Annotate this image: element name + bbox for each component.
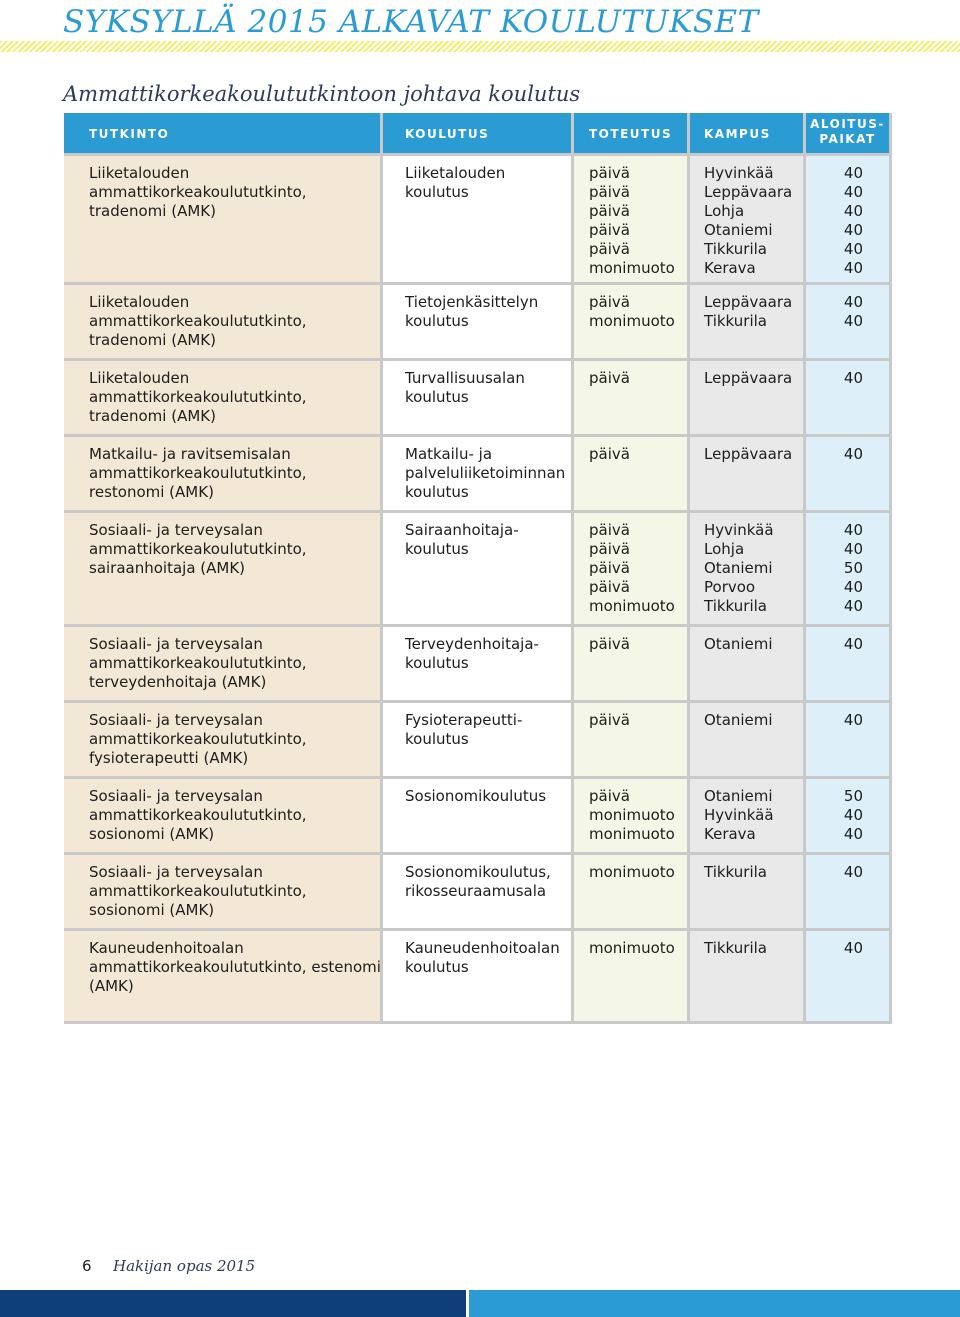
cell-tutkinto-line: terveydenhoitaja (AMK) bbox=[89, 673, 267, 691]
cell-tutkinto-line: ammattikorkeakoulututkinto, bbox=[89, 882, 307, 900]
cell-kampus bbox=[690, 931, 803, 1021]
cell-koulutus-line: koulutus bbox=[405, 183, 469, 201]
cell-kampus-line: Kerava bbox=[704, 259, 756, 277]
cell-kampus-line: Otaniemi bbox=[704, 635, 773, 653]
cell-toteutus bbox=[574, 931, 687, 1021]
cell-koulutus-line: Matkailu- ja bbox=[405, 445, 493, 463]
cell-aloituspaikat-line: 50 bbox=[843, 787, 863, 805]
cell-tutkinto-line: ammattikorkeakoulututkinto, bbox=[89, 730, 307, 748]
table-row bbox=[64, 156, 892, 282]
cell-koulutus bbox=[383, 703, 571, 776]
cell-toteutus-line: päivä bbox=[589, 635, 630, 653]
cell-aloituspaikat bbox=[806, 285, 889, 358]
cell-koulutus-line: Liiketalouden bbox=[405, 164, 506, 182]
cell-aloituspaikat bbox=[806, 931, 889, 1021]
cell-tutkinto bbox=[64, 437, 380, 510]
cell-tutkinto bbox=[64, 285, 380, 358]
cell-aloituspaikat-line: 40 bbox=[843, 711, 863, 729]
cell-aloituspaikat bbox=[806, 779, 889, 852]
cell-aloituspaikat-line: 40 bbox=[843, 183, 863, 201]
page-number: 6 bbox=[82, 1257, 92, 1275]
cell-toteutus-line: päivä bbox=[589, 445, 630, 463]
cell-tutkinto bbox=[64, 361, 380, 434]
cell-tutkinto-line: Liiketalouden bbox=[89, 369, 190, 387]
cell-aloituspaikat-line: 40 bbox=[843, 540, 863, 558]
cell-kampus bbox=[690, 627, 803, 700]
cell-tutkinto-line: tradenomi (AMK) bbox=[89, 331, 216, 349]
cell-kampus-line: Leppävaara bbox=[704, 183, 793, 201]
cell-tutkinto bbox=[64, 931, 380, 1021]
cell-kampus bbox=[690, 285, 803, 358]
cell-toteutus-line: päivä bbox=[589, 240, 630, 258]
cell-tutkinto-line: ammattikorkeakoulututkinto, bbox=[89, 540, 307, 558]
cell-toteutus bbox=[574, 156, 687, 282]
cell-toteutus bbox=[574, 361, 687, 434]
cell-toteutus-line: päivä bbox=[589, 369, 630, 387]
cell-tutkinto-line: ammattikorkeakoulututkinto, estenomi bbox=[89, 958, 381, 976]
cell-aloituspaikat bbox=[806, 627, 889, 700]
cell-tutkinto-line: ammattikorkeakoulututkinto, bbox=[89, 654, 307, 672]
cell-kampus-line: Lohja bbox=[704, 202, 745, 220]
cell-koulutus-line: koulutus bbox=[405, 958, 469, 976]
cell-koulutus-line: Sosionomikoulutus, bbox=[405, 863, 551, 881]
cell-toteutus-line: päivä bbox=[589, 711, 630, 729]
footer-bar-navy bbox=[0, 1290, 466, 1317]
cell-kampus-line: Tikkurila bbox=[704, 863, 767, 881]
cell-toteutus-line: päivä bbox=[589, 578, 630, 596]
cell-aloituspaikat-line: 50 bbox=[843, 559, 863, 577]
cell-tutkinto bbox=[64, 513, 380, 624]
cell-kampus bbox=[690, 855, 803, 928]
cell-aloituspaikat-line: 40 bbox=[843, 806, 863, 824]
cell-koulutus-line: koulutus bbox=[405, 388, 469, 406]
cell-tutkinto-line: Sosiaali- ja terveysalan bbox=[89, 863, 263, 881]
cell-tutkinto-line: Sosiaali- ja terveysalan bbox=[89, 711, 263, 729]
cell-tutkinto-line: tradenomi (AMK) bbox=[89, 202, 216, 220]
cell-tutkinto-line: fysioterapeutti (AMK) bbox=[89, 749, 249, 767]
cell-aloituspaikat-line: 40 bbox=[843, 259, 863, 277]
cell-koulutus-line: Turvallisuusalan bbox=[405, 369, 525, 387]
cell-aloituspaikat-line: 40 bbox=[843, 240, 863, 258]
cell-tutkinto-line: sosionomi (AMK) bbox=[89, 825, 215, 843]
cell-tutkinto-line: ammattikorkeakoulututkinto, bbox=[89, 183, 307, 201]
table-row bbox=[64, 855, 892, 928]
cell-aloituspaikat bbox=[806, 156, 889, 282]
cell-aloituspaikat bbox=[806, 437, 889, 510]
cell-aloituspaikat-line: 40 bbox=[843, 578, 863, 596]
cell-tutkinto-line: restonomi (AMK) bbox=[89, 483, 214, 501]
cell-koulutus bbox=[383, 779, 571, 852]
header-aloituspaikat-line2: PAIKAT bbox=[819, 132, 876, 146]
cell-koulutus-line: Tietojenkäsittelyn bbox=[405, 293, 539, 311]
cell-kampus-line: Tikkurila bbox=[704, 597, 767, 615]
cell-tutkinto bbox=[64, 855, 380, 928]
cell-tutkinto-line: tradenomi (AMK) bbox=[89, 407, 216, 425]
cell-kampus-line: Otaniemi bbox=[704, 559, 773, 577]
cell-toteutus-line: päivä bbox=[589, 521, 630, 539]
cell-aloituspaikat bbox=[806, 513, 889, 624]
header-toteutus: TOTEUTUS bbox=[574, 113, 687, 153]
header-aloituspaikat-line1: ALOITUS- bbox=[810, 117, 885, 131]
cell-toteutus-line: monimuoto bbox=[589, 312, 675, 330]
table-row bbox=[64, 513, 892, 624]
table-row bbox=[64, 703, 892, 776]
cell-aloituspaikat-line: 40 bbox=[843, 369, 863, 387]
cell-toteutus-line: monimuoto bbox=[589, 806, 675, 824]
cell-tutkinto bbox=[64, 703, 380, 776]
footer-bar-blue bbox=[469, 1290, 960, 1317]
header-aloituspaikat bbox=[806, 113, 889, 153]
cell-koulutus bbox=[383, 156, 571, 282]
cell-toteutus bbox=[574, 703, 687, 776]
cell-aloituspaikat bbox=[806, 703, 889, 776]
cell-aloituspaikat-line: 40 bbox=[843, 312, 863, 330]
cell-tutkinto bbox=[64, 156, 380, 282]
cell-toteutus-line: päivä bbox=[589, 202, 630, 220]
cell-tutkinto-line: sosionomi (AMK) bbox=[89, 901, 215, 919]
page-subtitle: Ammattikorkeakoulututkintoon johtava koulutus bbox=[63, 82, 581, 106]
cell-toteutus-line: päivä bbox=[589, 787, 630, 805]
header-tutkinto: TUTKINTO bbox=[64, 113, 380, 153]
cell-kampus bbox=[690, 703, 803, 776]
cell-koulutus bbox=[383, 627, 571, 700]
cell-toteutus bbox=[574, 627, 687, 700]
cell-toteutus-line: monimuoto bbox=[589, 597, 675, 615]
cell-aloituspaikat-line: 40 bbox=[843, 521, 863, 539]
cell-kampus bbox=[690, 437, 803, 510]
cell-aloituspaikat-line: 40 bbox=[843, 825, 863, 843]
cell-koulutus bbox=[383, 361, 571, 434]
cell-tutkinto-line: ammattikorkeakoulututkinto, bbox=[89, 388, 307, 406]
cell-kampus-line: Hyvinkää bbox=[704, 521, 774, 539]
cell-koulutus bbox=[383, 285, 571, 358]
cell-koulutus bbox=[383, 513, 571, 624]
cell-koulutus-line: koulutus bbox=[405, 540, 469, 558]
cell-kampus-line: Otaniemi bbox=[704, 787, 773, 805]
cell-toteutus-line: monimuoto bbox=[589, 863, 675, 881]
cell-koulutus-line: koulutus bbox=[405, 730, 469, 748]
cell-tutkinto-line: ammattikorkeakoulututkinto, bbox=[89, 312, 307, 330]
cell-kampus-line: Leppävaara bbox=[704, 369, 793, 387]
cell-tutkinto-line: Kauneudenhoitoalan bbox=[89, 939, 244, 957]
cell-kampus-line: Otaniemi bbox=[704, 221, 773, 239]
cell-kampus bbox=[690, 779, 803, 852]
cell-aloituspaikat-line: 40 bbox=[843, 635, 863, 653]
cell-kampus-line: Leppävaara bbox=[704, 293, 793, 311]
cell-toteutus bbox=[574, 513, 687, 624]
cell-aloituspaikat-line: 40 bbox=[843, 597, 863, 615]
cell-tutkinto bbox=[64, 779, 380, 852]
cell-kampus-line: Otaniemi bbox=[704, 711, 773, 729]
cell-kampus-line: Porvoo bbox=[704, 578, 756, 596]
cell-toteutus-line: monimuoto bbox=[589, 939, 675, 957]
cell-toteutus-line: päivä bbox=[589, 293, 630, 311]
cell-koulutus bbox=[383, 931, 571, 1021]
cell-tutkinto-line: sairaanhoitaja (AMK) bbox=[89, 559, 246, 577]
cell-toteutus-line: päivä bbox=[589, 183, 630, 201]
cell-koulutus-line: Terveydenhoitaja- bbox=[405, 635, 539, 653]
cell-tutkinto-line: ammattikorkeakoulututkinto, bbox=[89, 806, 307, 824]
cell-toteutus-line: päivä bbox=[589, 559, 630, 577]
cell-koulutus-line: Kauneudenhoitoalan bbox=[405, 939, 560, 957]
cell-toteutus-line: monimuoto bbox=[589, 825, 675, 843]
cell-kampus-line: Lohja bbox=[704, 540, 745, 558]
cell-tutkinto-line: Sosiaali- ja terveysalan bbox=[89, 787, 263, 805]
cell-aloituspaikat-line: 40 bbox=[843, 939, 863, 957]
cell-tutkinto-line: Matkailu- ja ravitsemisalan bbox=[89, 445, 291, 463]
table-row bbox=[64, 437, 892, 510]
cell-aloituspaikat-line: 40 bbox=[843, 863, 863, 881]
cell-tutkinto bbox=[64, 627, 380, 700]
cell-koulutus-line: Sosionomikoulutus bbox=[405, 787, 547, 805]
cell-kampus-line: Leppävaara bbox=[704, 445, 793, 463]
cell-koulutus-line: Fysioterapeutti- bbox=[405, 711, 523, 729]
cell-koulutus-line: koulutus bbox=[405, 654, 469, 672]
cell-tutkinto-line: Sosiaali- ja terveysalan bbox=[89, 521, 263, 539]
cell-tutkinto-line: Liiketalouden bbox=[89, 164, 190, 182]
cell-kampus bbox=[690, 361, 803, 434]
cell-tutkinto-line: Sosiaali- ja terveysalan bbox=[89, 635, 263, 653]
cell-aloituspaikat-line: 40 bbox=[843, 164, 863, 182]
table-row bbox=[64, 627, 892, 700]
cell-aloituspaikat bbox=[806, 855, 889, 928]
cell-kampus bbox=[690, 156, 803, 282]
programs-table bbox=[64, 113, 892, 1024]
page-title: SYKSYLLÄ 2015 ALKAVAT KOULUTUKSET bbox=[63, 4, 759, 40]
table-row bbox=[64, 931, 892, 1021]
cell-toteutus-line: monimuoto bbox=[589, 259, 675, 277]
cell-kampus-line: Tikkurila bbox=[704, 312, 767, 330]
cell-koulutus-line: koulutus bbox=[405, 483, 469, 501]
header-koulutus: KOULUTUS bbox=[383, 113, 571, 153]
cell-aloituspaikat-line: 40 bbox=[843, 445, 863, 463]
cell-tutkinto-line: Liiketalouden bbox=[89, 293, 190, 311]
table-body bbox=[64, 156, 892, 1021]
table-row bbox=[64, 779, 892, 852]
cell-koulutus-line: koulutus bbox=[405, 312, 469, 330]
cell-koulutus bbox=[383, 855, 571, 928]
cell-aloituspaikat bbox=[806, 361, 889, 434]
cell-aloituspaikat-line: 40 bbox=[843, 221, 863, 239]
cell-koulutus bbox=[383, 437, 571, 510]
cell-aloituspaikat-line: 40 bbox=[843, 202, 863, 220]
cell-kampus-line: Hyvinkää bbox=[704, 806, 774, 824]
cell-koulutus-line: rikosseuraamusala bbox=[405, 882, 547, 900]
cell-tutkinto-line: ammattikorkeakoulututkinto, bbox=[89, 464, 307, 482]
cell-toteutus-line: päivä bbox=[589, 221, 630, 239]
cell-toteutus bbox=[574, 285, 687, 358]
cell-toteutus bbox=[574, 855, 687, 928]
publication-title: Hakijan opas 2015 bbox=[113, 1257, 256, 1275]
cell-koulutus-line: Sairaanhoitaja- bbox=[405, 521, 519, 539]
cell-kampus-line: Tikkurila bbox=[704, 240, 767, 258]
cell-kampus-line: Kerava bbox=[704, 825, 756, 843]
cell-kampus-line: Tikkurila bbox=[704, 939, 767, 957]
table-header bbox=[64, 113, 892, 153]
decorative-stripe bbox=[0, 41, 960, 52]
cell-aloituspaikat-line: 40 bbox=[843, 293, 863, 311]
header-kampus: KAMPUS bbox=[690, 113, 803, 153]
cell-toteutus-line: päivä bbox=[589, 540, 630, 558]
table-row bbox=[64, 361, 892, 434]
cell-kampus-line: Hyvinkää bbox=[704, 164, 774, 182]
cell-toteutus bbox=[574, 779, 687, 852]
cell-kampus bbox=[690, 513, 803, 624]
cell-koulutus-line: palveluliiketoiminnan bbox=[405, 464, 566, 482]
cell-toteutus bbox=[574, 437, 687, 510]
cell-toteutus-line: päivä bbox=[589, 164, 630, 182]
table-row bbox=[64, 285, 892, 358]
cell-tutkinto-line: (AMK) bbox=[89, 977, 134, 995]
